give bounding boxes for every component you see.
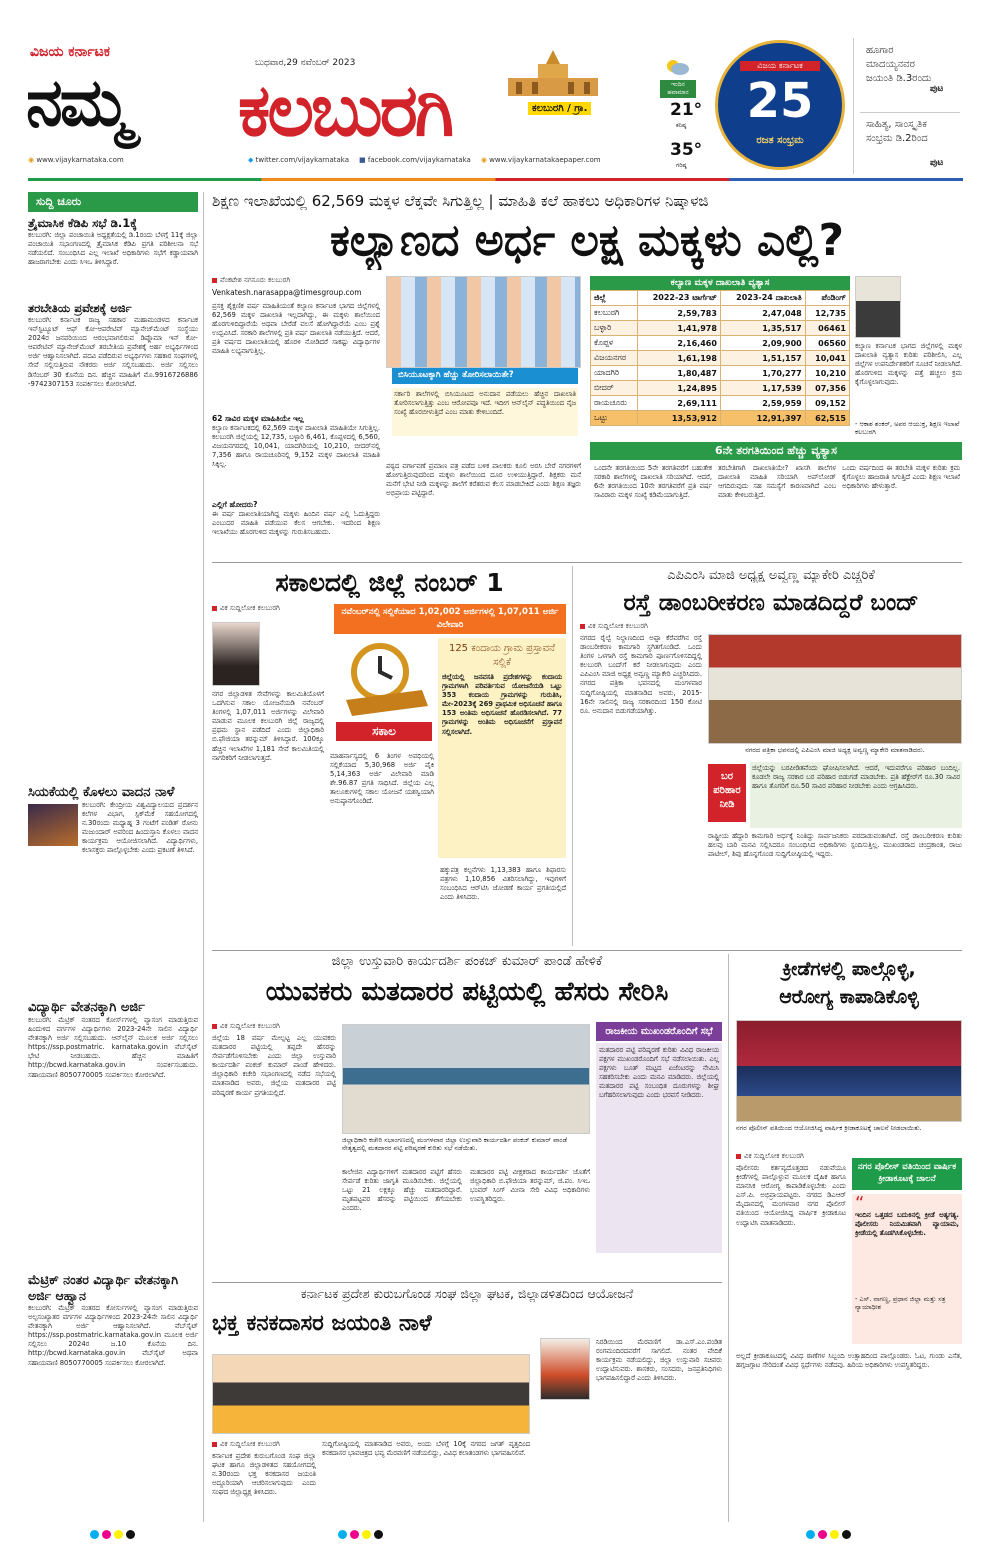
sidebar-story-3-title: ಸಿಯಕೆಯಲ್ಲಿ ಕೊಳಲು ವಾದನ ನಾಳೆ	[28, 785, 175, 800]
promo-2-text[interactable]: ಸಾಹಿತ್ಯ, ಸಾಂಸ್ಕೃತಿಕ ಸಂಭ್ರಮ ಡಿ.2ರಿಂದ	[866, 119, 928, 144]
table-cell: 2,16,460	[637, 336, 720, 351]
table-cell: 62,515	[805, 411, 849, 426]
sports-quote-box	[852, 1194, 962, 1344]
yellow-dot	[362, 1530, 371, 1539]
sakala-text-2: ಮಾಹರ್ನಾಸ್ಯದಲ್ಲಿ 6 ತಿಂಗಳ ಅವಧಿಯಲ್ಲಿ ಸಲ್ಲಿಕೆಯಾದ 5,30,968 ಅರ್ಜಿ ಪೈಕಿ 5,14,363 ಅರ್ಜಿ ವಿಲೇವಾರಿ ಮಾಡಿ ಶೇ.96.87 ಪ್ರಗತಿ ಸಾಧಿಸಿದೆ. ಜಿಲ್ಲೆಯ ಎಲ್ಲ ತಾಲೂಕುಗಳಲ್ಲಿ ಸಕಾಲ ಯೋಜನೆ ಯಶಸ್ವಿಯಾಗಿ ಅನುಷ್ಠಾನಗೊಂಡಿದೆ.	[330, 752, 434, 806]
voters-byline: ವಿಕ ಸುದ್ದಿಲೋಕ ಕಲಬುರಗಿ	[212, 1022, 280, 1031]
sakala-byline: ವಿಕ ಸುದ್ದಿಲೋಕ ಕಲಬುರಗಿ	[212, 604, 280, 613]
table-row	[591, 351, 850, 366]
enrollment-table-grid	[590, 290, 850, 426]
sports-photo-caption: ನಗರ ಪೊಲೀಸ್ ವತಿಯಿಂದ ಆಯೋಜಿಸಿದ್ದ ವಾರ್ಷಿಕ ಕ್ರೀಡಾಕೂಟಕ್ಕೆ ಚಾಲನೆ ನೀಡಲಾಯಿತು.	[736, 1124, 922, 1132]
black-dot	[842, 1530, 851, 1539]
road-text-2: ರಾಷ್ಟ್ರೀಯ ಹೆದ್ದಾರಿ ಕಾಮಗಾರಿ ಅರ್ಧಕ್ಕೆ ನಿಂತಿದ್ದು ಸಾರ್ವಜನಿಕರು ಪರದಾಡುವಂತಾಗಿದೆ. ರಸ್ತೆ ಡಾಂಬರೀಕರಣ ಕುರಿತು ಹಲವು ಬಾರಿ ಮನವಿ ಸಲ್ಲಿಸಿದರೂ ಸಂಬಂಧಿಸಿದ ಅಧಿಕಾರಿಗಳು ಸ್ಪಂದಿಸುತ್ತಿಲ್ಲ. ಮುಖಂಡರಾದ ಚಂದ್ರಕಾಂತ, ರಾಜು ಪಾಟೀಲ್, ಶಿವು ಹೊನ್ನಗೊಂಡ ಸುದ್ದಿಗೋಷ್ಠಿಯಲ್ಲಿ ಇದ್ದರು.	[708, 832, 962, 859]
official-quote-text: ಕಲ್ಯಾಣ ಕರ್ನಾಟಕ ಭಾಗದ ಜಿಲ್ಲೆಗಳಲ್ಲಿ ಮಕ್ಕಳ ದಾಖಲಾತಿ ವ್ಯತ್ಯಾಸ ಕುರಿತು ಪರಿಶೀಲಿಸಿ, ಎಲ್ಲ ಜಿಲ್ಲೆಗಳ ಉಪನಿರ್ದೇಶಕರಿಗೆ ಸೂಚನೆ ನೀಡಲಾಗಿದೆ. ಹೊರಗುಳಿದ ಮಕ್ಕಳನ್ನು ಪತ್ತೆ ಹಚ್ಚಲು ಕ್ರಮ ಕೈಗೊಳ್ಳಲಾಗುವುದು.	[855, 342, 962, 387]
table-cell: ಕಲಬುರಗಿ	[591, 306, 638, 321]
sidebar-story-4-title: ವಿದ್ಯಾರ್ಥಿ ವೇತನಕ್ಕಾಗಿ ಅರ್ಜಿ	[28, 1000, 145, 1015]
promo-1-page[interactable]: ಪುಟ	[930, 84, 944, 94]
promo-divider	[860, 112, 960, 113]
black-dot	[126, 1530, 135, 1539]
voters-text-3: ಮತದಾರರ ಪಟ್ಟಿ ವೀಕ್ಷಕರಾದ ಕಾರ್ಯದರ್ಶಿ ಜೊತೆಗೆ ಜಿಲ್ಲಾಧಿಕಾರಿ ಬಿ.ಫೌಜಿಯಾ ತರನ್ನುಮ್, ಜಿ.ಪಂ. ಸಿಇಒ ಭಂವರ್ ಸಿಂಗ್ ಮೀನಾ ಸೇರಿ ವಿವಿಧ ಅಧಿಕಾರಿಗಳು ಉಪಸ್ಥಿತರಿದ್ದರು.	[470, 1168, 590, 1204]
political-meeting-box	[596, 1022, 722, 1274]
political-meeting-text: ಮತದಾರರ ಪಟ್ಟಿ ಪರಿಷ್ಕರಣೆ ಕುರಿತು ವಿವಿಧ ರಾಜಕೀಯ ಪಕ್ಷಗಳ ಮುಖಂಡರೊಂದಿಗೆ ಸಭೆ ನಡೆಸಲಾಯಿತು. ಎಲ್ಲ ಪಕ್ಷಗಳು ಬೂತ್ ಮಟ್ಟದ ಏಜೆಂಟರನ್ನು ನೇಮಿಸಿ ಸಹಕರಿಸಬೇಕು ಎಂದು ಮನವಿ ಮಾಡಿದರು. ಜಿಲ್ಲೆಯಲ್ಲಿ ಮತದಾರರ ಪಟ್ಟಿ ಸಂಬಂಧಿತ ದೂರುಗಳನ್ನು ಶೀಘ್ರ ಬಗೆಹರಿಸಲಾಗುವುದು ಎಂದು ಭರವಸೆ ನೀಡಿದರು.	[596, 1043, 722, 1253]
voters-headline: ಯುವಕರು ಮತದಾರರ ಪಟ್ಟಿಯಲ್ಲಿ ಹೆಸರು ಸೇರಿಸಿ	[265, 977, 669, 1007]
table-cell: 12,735	[805, 306, 849, 321]
website-link[interactable]: ◉ www.vijaykarnataka.com	[28, 156, 124, 164]
brand-big-text: ನಮ್ಮ	[26, 64, 129, 141]
promo-2-page[interactable]: ಪುಟ	[930, 158, 944, 168]
sports-quote-text: ಇಂದಿನ ಒತ್ತಡದ ಬದುಕಿನಲ್ಲಿ ಕ್ರೀಡೆ ಅತ್ಯಗತ್ಯ. ಪೊಲೀಸರು ನಿಯಮಿತವಾಗಿ ವ್ಯಾಯಾಮ, ಕ್ರೀಡೆಯಲ್ಲಿ ತೊಡಗಿಸಿಕೊಳ್ಳಬೇಕು.	[855, 1211, 959, 1238]
table-cell: ಯಾದಗಿರಿ	[591, 366, 638, 381]
magenta-dot	[350, 1530, 359, 1539]
official-quote-name: - ಆಕಾಶ ಶಂಕರ್, ಅಪರ ಆಯುಕ್ತ, ಶಿಕ್ಷಣ ಇಲಾಖೆ ಕಲಬುರಗಿ	[855, 420, 960, 437]
table-row-total	[591, 411, 850, 426]
table-cell: ಕೊಪ್ಪಳ	[591, 336, 638, 351]
voters-kicker: ಜಿಲ್ಲಾ ಉಸ್ತುವಾರಿ ಕಾರ್ಯದರ್ಶಿ ಪಂಕಜ್ ಕುಮಾರ್ ಪಾಂಡೆ ಹೇಳಿಕೆ	[331, 954, 603, 969]
weather-icon	[664, 58, 690, 76]
village-proposal-text: ಜಿಲ್ಲೆಯಲ್ಲಿ ಜನವಸತಿ ಪ್ರದೇಶಗಳನ್ನು ಕಂದಾಯ ಗ್ರಾಮಗಳಾಗಿ ಪರಿವರ್ತಿಸುವ ಯೋಜನೆಯಡಿ ಒಟ್ಟು 353 ಕಂದಾಯ ಗ್ರಾಮಗಳನ್ನು ಗುರುತಿಸಿ, ಮೇ-2023ಕ್ಕೆ 269 ಪ್ರಾಥಮಿಕ ಅಧಿಸೂಚನೆ ಹಾಗೂ 153 ಅಂತಿಮ ಅಧಿಸೂಚನೆ ಹೊರಡಿಸಲಾಗಿದೆ. 77 ಗ್ರಾಮಗಳನ್ನು ಅಂತಿಮ ಅಧಿಸೂಚನೆಗೆ ಪ್ರಸ್ತಾವನೆ ಸಲ್ಲಿಸಲಾಗಿದೆ.	[442, 673, 562, 736]
enrollment-table-title: ಕಲ್ಯಾಣ ಮಕ್ಕಳ ದಾಖಲಾತಿ ವ್ಯತ್ಯಾಸ	[590, 276, 850, 290]
kanaka-byline: ವಿಕ ಸುದ್ದಿಲೋಕ ಕಲಬುರಗಿ	[212, 1440, 280, 1449]
promo-box	[853, 38, 963, 174]
table-cell: 2,09,900	[720, 336, 805, 351]
table-cell: 1,41,978	[637, 321, 720, 336]
road-kicker: ಎಪಿಎಂಸಿ ಮಾಜಿ ಅಧ್ಯಕ್ಷ ಅವ್ವಣ್ಣ ಮ್ಯಾಕೇರಿ ಎಚ್ಚರಿಕೆ	[667, 568, 875, 583]
lead-photo-caption-text: ಸರ್ಕಾರಿ ಶಾಲೆಗಳಲ್ಲಿ ಬಿಸಿಯೂಟದ ಅನುದಾನ ಪಡೆಯಲು ಹೆಚ್ಚಿನ ದಾಖಲಾತಿ ತೋರಿಸಲಾಗುತ್ತಿತ್ತು ಎಂಬ ಆರೋಪವೂ ಇದೆ. ಇದೀಗ ಆನ್‌ಲೈನ್ ಪದ್ಧತಿಯಿಂದ ನೈಜ ಸಂಖ್ಯೆ ಹೊರಬೀಳುತ್ತಿದೆ ಎಂಬ ಮಾತು ಕೇಳಿಬಂದಿದೆ.	[392, 388, 578, 436]
anniversary-badge	[715, 40, 845, 170]
sports-headline-1: ಕ್ರೀಡೆಗಳಲ್ಲಿ ಪಾಲ್ಗೊಳ್ಳಿ,	[782, 958, 916, 980]
sports-headline-2: ಆರೋಗ್ಯ ಕಾಪಾಡಿಕೊಳ್ಳಿ	[779, 986, 919, 1008]
sakala-text-1: ನಗರ ಜಿಲ್ಲಾಡಳಿತ ಸೇವೆಗಳನ್ನು ಕಾಲಮಿತಿಯೊಳಗೆ ಒದಗಿಸುವ ಸಕಾಲ ಯೋಜನೆಯಡಿ ನವೆಂಬರ್ ತಿಂಗಳಲ್ಲಿ 1,07,011 ಅರ್ಜಿಗಳನ್ನು ವಿಲೇವಾರಿ ಮಾಡುವ ಮೂಲಕ ಕಲಬುರಗಿ ಜಿಲ್ಲೆ ರಾಜ್ಯದಲ್ಲಿ ಪ್ರಥಮ ಸ್ಥಾನ ಪಡೆದಿದೆ ಎಂದು ಜಿಲ್ಲಾಧಿಕಾರಿ ಬಿ.ಫೌಜಿಯಾ ತರನ್ನುಮ್ ತಿಳಿಸಿದ್ದಾರೆ. 100ಕ್ಕೂ ಹೆಚ್ಚಿನ ಇಲಾಖೆಗಳ 1,181 ಸೇವೆ ಕಾಲಮಿತಿಯಲ್ಲಿ ನಾಗರಿಕರಿಗೆ ನೀಡಲಾಗುತ್ತದೆ.	[212, 690, 324, 762]
road-photo-caption: ನಗರದ ಪತ್ರಿಕಾ ಭವನದಲ್ಲಿ ಎಪಿಎಂಸಿ ಮಾಜಿ ಅಧ್ಯಕ್ಷ ಅವ್ವಣ್ಣ ಮ್ಯಾಕೇರಿ ಮಾತನಾಡಿದರು.	[745, 746, 925, 754]
sixth-grade-col-2: ತರಬೇತಿಗಾಗಿ ದಾಖಲಾತಿಯೇ? ಖಾಸಗಿ ಶಾಲೆಗಳ ದಾಖಲಾತಿ ಮಾಹಿತಿ ಸರಿಯಾಗಿ ಅಪ್‌ಲೋಡ್ ಆಗದಿರುವುದು ಸಹ ಸಮಸ್ಯೆಗೆ ಕಾರಣವಾಗಿದೆ ಎಂಬ ಮಾತು ಕೇಳಿಬರುತ್ತಿದೆ.	[718, 464, 836, 500]
table-row	[591, 306, 850, 321]
drought-relief-label: ಬರ ಪರಿಹಾರ ನೀಡಿ	[708, 764, 746, 822]
twitter-icon: ◆	[248, 156, 254, 164]
anniversary-number: 25	[746, 73, 814, 129]
table-cell: 1,51,157	[720, 351, 805, 366]
cyan-dot	[90, 1530, 99, 1539]
table-cell: 2,69,111	[637, 396, 720, 411]
social-bar	[28, 156, 668, 168]
road-press-meet-photo	[708, 634, 962, 744]
cyan-dot	[338, 1530, 347, 1539]
magenta-dot	[818, 1530, 827, 1539]
lead-text-1: ಪ್ರಸಕ್ತ ಶೈಕ್ಷಣಿಕ ವರ್ಷ ಮಾಹಿತಿಯಂತೆ ಕಲ್ಯಾಣ ಕರ್ನಾಟಕ ಭಾಗದ ಜಿಲ್ಲೆಗಳಲ್ಲಿ 62,569 ಮಕ್ಕಳ ದಾಖಲಾತಿ ಇಲ್ಲದಾಗಿದ್ದು, ಈ ಮಕ್ಕಳು ಶಾಲೆಯಿಂದ ಹೊರಗುಳಿದಿದ್ದಾರೆಯೆ ಅಥವಾ ಬೇರೆಡೆ ವಲಸೆ ಹೋಗಿದ್ದಾರೆಯೆ ಎಂಬ ಪ್ರಶ್ನೆ ಉದ್ಭವಿಸಿದೆ. ಸರಕಾರಿ ಶಾಲೆಗಳಲ್ಲಿ ಪ್ರತಿ ವರ್ಷ ದಾಖಲಾತಿ ನಡೆಯುತ್ತಿದೆ. ಆದರೆ, ಪ್ರತಿ ವರ್ಷದ ದಾಖಲಾತಿಯಲ್ಲಿ ಹೊರಳಿ ನೋಡಿದರೆ ಸಾಕಷ್ಟು ವಿದ್ಯಾರ್ಥಿಗಳ ಮಾಹಿತಿ ಲಭ್ಯವಾಗುತ್ತಿಲ್ಲ.	[212, 302, 380, 356]
sports-box-title: ನಗರ ಪೊಲೀಸ್ ವತಿಯಿಂದ ವಾರ್ಷಿಕ ಕ್ರೀಡಾಕೂಟಕ್ಕೆ ಚಾಲನೆ	[852, 1158, 962, 1190]
globe-icon: ◉	[480, 156, 487, 164]
kanaka-text-1: ಕರ್ನಾಟಕ ಪ್ರದೇಶ ಕುರುಬಗೊಂಡ ಸಂಘ ಜಿಲ್ಲಾ ಘಟಕ ಹಾಗೂ ಜಿಲ್ಲಾಡಳಿತದ ಸಹಯೋಗದಲ್ಲಿ ನ.30ರಂದು ಭಕ್ತ ಕನಕದಾಸರ ಜಯಂತಿ ಅದ್ದೂರಿಯಾಗಿ ಆಚರಿಸಲಾಗುವುದು ಎಂದು ಸಂಘದ ಜಿಲ್ಲಾಧ್ಯಕ್ಷ ತಿಳಿಸಿದರು.	[212, 1452, 316, 1497]
table-header-cell: 2023-24 ದಾಖಲಾತಿ	[720, 291, 805, 306]
table-row	[591, 381, 850, 396]
table-cell: 1,24,895	[637, 381, 720, 396]
table-row	[591, 336, 850, 351]
drought-relief-text: ಜಿಲ್ಲೆಯನ್ನು ಬರಪೀಡಿತವೆಂದು ಘೋಷಿಸಲಾಗಿದೆ. ಆದರೆ, ಇದುವರೆಗೂ ಪರಿಹಾರ ಬಂದಿಲ್ಲ. ಕೂಡಲೇ ರಾಜ್ಯ ಸರಕಾರ ಬರ ಪರಿಹಾರ ಬಿಡುಗಡೆ ಮಾಡಬೇಕು. ಪ್ರತಿ ಹೆಕ್ಟೇರ್‌ಗೆ ರೂ.30 ಸಾವಿರ ಹಾಗೂ ತೊಗರಿಗೆ ರೂ.50 ಸಾವಿರ ಪರಿಹಾರ ನೀಡಬೇಕು ಎಂದು ಆಗ್ರಹಿಸಿದರು.	[750, 762, 962, 828]
sakala-clock-icon	[336, 640, 432, 718]
temp-max-label: ಗರಿಷ್ಠ	[676, 162, 687, 169]
sixth-grade-col-1: ಒಂದನೇ ತರಗತಿಯಿಂದ 5ನೇ ತರಗತಿವರೆಗೆ ಬಹುತೇಕ ಸರಕಾರಿ ಶಾಲೆಗಳಲ್ಲಿ ದಾಖಲಾತಿ ಸರಿಯಾಗಿದೆ. ಆದರೆ, 6ನೇ ತರಗತಿಯಿಂದ 10ನೇ ತರಗತಿವರೆಗೆ ಪ್ರತಿ ವರ್ಷ ಸಾವಿರಾರು ಮಕ್ಕಳ ಸಂಖ್ಯೆ ಕಡಿಮೆಯಾಗುತ್ತಿದೆ.	[594, 464, 712, 500]
sakala-logo	[336, 640, 432, 744]
political-meeting-title: ರಾಜಕೀಯ ಮುಖಂಡರೊಂದಿಗೆ ಸಭೆ	[596, 1022, 722, 1041]
anniversary-text: ರಜತ ಸಂಭ್ರಮ	[756, 135, 804, 146]
sixth-grade-band: 6ನೇ ತರಗತಿಯಿಂದ ಹೆಚ್ಚು ವ್ಯತ್ಯಾಸ	[590, 442, 962, 460]
sports-text-1: ಪೊಲೀಸರು ಕರ್ತವ್ಯದೊತ್ತಡದ ನಡುವೆಯೂ ಕ್ರೀಡೆಗಳಲ್ಲಿ ಪಾಲ್ಗೊಳ್ಳುವ ಮೂಲಕ ದೈಹಿಕ ಹಾಗೂ ಮಾನಸಿಕ ಆರೋಗ್ಯ ಕಾಪಾಡಿಕೊಳ್ಳಬೇಕು ಎಂದು ಎಸ್.ಪಿ. ಅಭಿಪ್ರಾಯಪಟ್ಟರು. ನಗರದ ಡಿಎಆರ್ ಮೈದಾನದಲ್ಲಿ ಮಂಗಳವಾರ ನಗರ ಪೊಲೀಸ್ ವತಿಯಿಂದ ಆಯೋಜಿಸಿದ್ದ ವಾರ್ಷಿಕ ಕ್ರೀಡಾಕೂಟ ಉದ್ಘಾಟಿಸಿ ಮಾತನಾಡಿದರು.	[736, 1164, 846, 1227]
road-byline: ವಿಕ ಸುದ್ದಿಲೋಕ ಕಲಬುರಗಿ	[580, 622, 648, 631]
black-dot	[374, 1530, 383, 1539]
temp-max: 35°	[670, 140, 703, 160]
sidebar-story-3-text: ಕಲಬುರಗಿ: ಕೇಂದ್ರೀಯ ವಿಶ್ವವಿದ್ಯಾಲಯದ ಪ್ರದರ್ಶನ ಕಲೆಗಳ ವಿಭಾಗ, ಸ್ಪಿಕ್‌ಮೆಕೆ ಸಹಯೋಗದಲ್ಲಿ ನ.30ರಂದು ಮಧ್ಯಾಹ್ನ 3 ಗಂಟೆಗೆ ಪಂಡಿತ್ ರೋನು ಮಜುಂದಾರ್ ಅವರಿಂದ ಹಿಂದುಸ್ತಾನಿ ಕೊಳಲು ವಾದನ ಕಾರ್ಯಕ್ರಮ ಆಯೋಜಿಸಲಾಗಿದೆ. ವಿದ್ಯಾರ್ಥಿಗಳು, ಕಲಾಸಕ್ತರು ಪಾಲ್ಗೊಳ್ಳಬೇಕು ಎಂದು ಪ್ರಕಟಣೆ ತಿಳಿಸಿದೆ.	[82, 801, 198, 855]
anniversary-brand: ವಿಜಯ ಕರ್ನಾಟಕ	[740, 61, 820, 71]
kanaka-kicker: ಕರ್ನಾಟಕ ಪ್ರದೇಶ ಕುರುಬಗೊಂಡ ಸಂಘ ಜಿಲ್ಲಾ ಘಟಕ, ಜಿಲ್ಲಾಡಳಿತದಿಂದ ಆಯೋಜನೆ	[300, 1286, 634, 1301]
table-row	[591, 366, 850, 381]
table-cell: 09,152	[805, 396, 849, 411]
official-portrait	[855, 276, 901, 338]
table-cell: 1,35,517	[720, 321, 805, 336]
sidebar-story-2-text: ಕಲಬುರಗಿ: ಕರ್ನಾಟಕ ರಾಜ್ಯ ಸಹಕಾರ ಮಹಾಮಂಡಳದ ಕರ್ನಾಟಕ ಇನ್‌ಸ್ಟಿಟ್ಯೂಟ್ ಆಫ್ ಕೋ-ಆಪರೇಟಿವ್ ಮ್ಯಾನೇಜ್‌ಮೆಂಟ್ ಸಂಸ್ಥೆಯು 2024ರ ಜನವರಿಯಿಂದ ಆರಂಭವಾಗಲಿರುವ ಡಿಪ್ಲೊಮಾ ಇನ್ ಕೋ-ಆಪರೇಟಿವ್ ಮ್ಯಾನೇಜ್‌ಮೆಂಟ್ ತರಬೇತಿಯ ಪ್ರವೇಶಕ್ಕೆ ಅರ್ಹ ಅಭ್ಯರ್ಥಿಗಳಿಂದ ಅರ್ಜಿ ಆಹ್ವಾನಿಸಲಾಗಿದೆ. ಪದವಿ ಪಡೆದಿರುವ ಅಭ್ಯರ್ಥಿಗಳು ಸಹಕಾರ ಸಂಘಗಳಲ್ಲಿ ಸೇವೆ ಸಲ್ಲಿಸುತ್ತಿರುವ ನೌಕರರು ಅರ್ಜಿ ಸಲ್ಲಿಸಬಹುದು. ಅರ್ಜಿ ಸಲ್ಲಿಸಲು ಡಿಸೆಂಬರ್ 30 ಕೊನೆಯ ದಿನ. ಹೆಚ್ಚಿನ ಮಾಹಿತಿಗೆ ಮೊ.9916726886 -9742307153 ಸಂಪರ್ಕಿಸಲು ಕೋರಲಾಗಿದೆ.	[28, 316, 198, 388]
lead-photo-children	[386, 276, 581, 368]
dc-portrait	[212, 622, 260, 686]
byline-marker-icon	[212, 1442, 217, 1447]
table-header-cell: 2022-23 ಟಾರ್ಗೆಟ್	[637, 291, 720, 306]
promo-1-text[interactable]: ಹೂಗಾರ ಮಾದಯ್ಯನವರ ಜಯಂತಿ ಡಿ.3ರಂದು	[866, 45, 932, 84]
kanaka-headline: ಭಕ್ತ ಕನಕದಾಸರ ಜಯಂತಿ ನಾಳೆ	[212, 1311, 432, 1336]
temp-min: 21°	[670, 100, 703, 120]
yellow-dot	[830, 1530, 839, 1539]
sidebar-story-2-title: ತರಬೇತಿಯ ಪ್ರವೇಶಕ್ಕೆ ಅರ್ಜಿ	[28, 301, 132, 315]
table-row	[591, 396, 850, 411]
kanaka-text-3: ನಿರಡಿಯಿಂದ ಮೆರವಣಿಗೆ ಡಾ.ಎಸ್.ಎಂ.ಪಂಡಿತ ರಂಗಮಂದಿರದವರೆಗೆ ಸಾಗಲಿದೆ. ನಂತರ ವೇದಿಕೆ ಕಾರ್ಯಕ್ರಮ ನಡೆಯಲಿದ್ದು, ಜಿಲ್ಲಾ ಉಸ್ತುವಾರಿ ಸಚಿವರು ಉದ್ಘಾಟಿಸುವರು. ಶಾಸಕರು, ಸಂಸದರು, ಜನಪ್ರತಿನಿಧಿಗಳು ಭಾಗವಹಿಸಲಿದ್ದಾರೆ ಎಂದು ತಿಳಿಸಿದರು.	[596, 1338, 722, 1383]
sakala-logo-text: ಸಕಾಲ	[336, 722, 432, 741]
yellow-dot	[114, 1530, 123, 1539]
section-rule	[212, 562, 962, 563]
byline-marker-icon	[736, 1154, 741, 1159]
section-rule	[212, 1282, 722, 1283]
enrollment-table	[590, 276, 850, 426]
table-cell: 1,70,277	[720, 366, 805, 381]
registration-dots-left	[90, 1530, 135, 1539]
registration-dots-center	[338, 1530, 383, 1539]
road-headline: ರಸ್ತೆ ಡಾಂಬರೀಕರಣ ಮಾಡದಿದ್ದರೆ ಬಂದ್	[623, 590, 919, 616]
table-cell: 1,17,539	[720, 381, 805, 396]
sidebar-divider	[203, 192, 204, 1522]
globe-icon: ◉	[28, 156, 35, 164]
table-cell: ಬೀದರ್	[591, 381, 638, 396]
sports-event-photo	[736, 1020, 962, 1122]
voters-photo-caption: ಜಿಲ್ಲಾಧಿಕಾರಿ ಕಚೇರಿ ಸಭಾಂಗಣದಲ್ಲಿ ಮಂಗಳವಾರ ಜಿಲ್ಲಾ ಉಸ್ತುವಾರಿ ಕಾರ್ಯದರ್ಶಿ ಪಂಕಜ್ ಕುಮಾರ್ ಪಾಂಡೆ ನೇತೃತ್ವದಲ್ಲಿ ಮತದಾರರ ಪಟ್ಟಿ ಪರಿಷ್ಕರಣೆ ಕುರಿತು ಸಭೆ ನಡೆಯಿತು.	[342, 1136, 568, 1153]
table-cell: 13,53,912	[637, 411, 720, 426]
sidebar-story-5-text: ಕಲಬುರಗಿ: ಮೆಟ್ರಿಕ್ ನಂತರದ ಕೋರ್ಸುಗಳಲ್ಲಿ ವ್ಯಾಸಂಗ ಮಾಡುತ್ತಿರುವ ಅಲ್ಪಸಂಖ್ಯಾತರ ವರ್ಗಗಳ ವಿದ್ಯಾರ್ಥಿಗಳಿಂದ 2023-24ನೇ ಸಾಲಿನ ವಿದ್ಯಾರ್ಥಿ ವೇತನಕ್ಕಾಗಿ ಅರ್ಜಿ ಆಹ್ವಾನಿಸಲಾಗಿದೆ. ವೆಬ್‌ಸೈಟ್ https://ssp.postmatric.karnataka.gov.in ಮೂಲಕ ಅರ್ಜಿ ಸಲ್ಲಿಸಲು 2024ರ ಜ.10 ಕೊನೆಯ ದಿನ. http://bcwd.karnataka.gov.in ವೆಬ್‌ಸೈಟ್ ಅಥವಾ ಸಹಾಯವಾಣಿ 8050770005 ಸಂಪರ್ಕಿಸಲು ಕೋರಲಾಗಿದೆ.	[28, 1304, 198, 1367]
table-cell: 2,47,048	[720, 306, 805, 321]
section-rule	[212, 950, 962, 951]
quote-mark-icon: “	[855, 1193, 865, 1214]
table-cell: ಒಟ್ಟು	[591, 411, 638, 426]
byline-marker-icon	[212, 278, 217, 283]
voters-text-1: ಜಿಲ್ಲೆಯ 18 ವರ್ಷ ಮೇಲ್ಪಟ್ಟ ಎಲ್ಲ ಯುವಕರು ಮತದಾರರ ಪಟ್ಟಿಯಲ್ಲಿ ತಪ್ಪದೇ ಹೆಸರನ್ನು ಸೇರ್ಪಡೆಗೊಳಿಸಬೇಕು ಎಂದು ಜಿಲ್ಲಾ ಉಸ್ತುವಾರಿ ಕಾರ್ಯದರ್ಶಿ ಪಂಕಜ್ ಕುಮಾರ್ ಪಾಂಡೆ ಹೇಳಿದರು. ಜಿಲ್ಲಾಧಿಕಾರಿ ಕಚೇರಿ ಸಭಾಂಗಣದಲ್ಲಿ ನಡೆದ ಸಭೆಯಲ್ಲಿ ಮಾತನಾಡಿದ ಅವರು, ಜಿಲ್ಲೆಯ ಮತದಾರರ ಪಟ್ಟಿ ಪರಿಷ್ಕರಣೆ ಕಾರ್ಯ ಪ್ರಗತಿಯಲ್ಲಿದೆ.	[212, 1034, 336, 1097]
magenta-dot	[102, 1530, 111, 1539]
sports-text-2: ಅಲ್ಲದೆ ಕ್ರೀಡಾಕೂಟದಲ್ಲಿ ವಿವಿಧ ಠಾಣೆಗಳ ಸಿಬ್ಬಂದಿ ಉತ್ಸಾಹದಿಂದ ಪಾಲ್ಗೊಂಡರು. ಓಟ, ಗುಂಡು ಎಸೆತ, ಹಗ್ಗಜಗ್ಗಾಟ ಸೇರಿದಂತೆ ವಿವಿಧ ಸ್ಪರ್ಧೆಗಳು ನಡೆದವು. ಹಿರಿಯ ಅಧಿಕಾರಿಗಳು ಉಪಸ್ಥಿತರಿದ್ದರು.	[736, 1352, 962, 1370]
epaper-link[interactable]: ◉ www.vijaykarnatakaepaper.com	[480, 156, 601, 164]
voters-text-2: ಕಾಲೇಜಿನ ವಿದ್ಯಾರ್ಥಿಗಳಿಗೆ ಮತದಾರರ ಪಟ್ಟಿಗೆ ಹೆಸರು ಸೇರ್ಪಡೆ ಕುರಿತು ಜಾಗೃತಿ ಮೂಡಿಸಬೇಕು. ಜಿಲ್ಲೆಯಲ್ಲಿ ಒಟ್ಟು 21 ಲಕ್ಷಕ್ಕೂ ಹೆಚ್ಚು ಮತದಾರರಿದ್ದಾರೆ. ಮೃತಪಟ್ಟವರ ಹೆಸರನ್ನು ಪಟ್ಟಿಯಿಂದ ತೆಗೆಯಬೇಕು ಎಂದರು.	[342, 1168, 462, 1213]
table-cell: ಬಳ್ಳಾರಿ	[591, 321, 638, 336]
lead-text-2: ಕಲ್ಯಾಣ ಕರ್ನಾಟಕದಲ್ಲಿ 62,569 ಮಕ್ಕಳ ದಾಖಲಾತಿ ಮಾಹಿತಿಯೇ ಸಿಗುತ್ತಿಲ್ಲ. ಕಲಬುರಗಿ ಜಿಲ್ಲೆಯಲ್ಲಿ 12,735, ಬಳ್ಳಾರಿ 6,461, ಕೊಪ್ಪಳದಲ್ಲಿ 6,560, ವಿಜಯನಗರದಲ್ಲಿ 10,041, ಯಾದಗಿರಿಯಲ್ಲಿ 10,210, ಬೀದರ್‌ನಲ್ಲಿ 7,356 ಹಾಗೂ ರಾಯಚೂರಿನಲ್ಲಿ 9,152 ಮಕ್ಕಳ ದಾಖಲಾತಿ ಮಾಹಿತಿ ಸಿಕ್ಕಿಲ್ಲ.	[212, 424, 380, 469]
lead-subhead-1: 62 ಸಾವಿರ ಮಕ್ಕಳ ಮಾಹಿತಿಯೇ ಇಲ್ಲ	[212, 414, 304, 423]
table-cell: ರಾಯಚೂರು	[591, 396, 638, 411]
lead-text-4: ಪಠ್ಯದ ವರ್ಗಾವಣೆ ಪ್ರಮಾಣ ಪತ್ರ ಪಡೆದ ಬಳಿಕ ಪಾಲಕರು ಕೂಲಿ ಅರಸಿ ಬೇರೆ ನಗರಗಳಿಗೆ ಹೋಗುತ್ತಿರುವುದರಿಂದ ಮಕ್ಕಳು ಶಾಲೆಯಿಂದ ದೂರ ಉಳಿಯುತ್ತಿದ್ದಾರೆ. ಶಿಕ್ಷಕರು ಮನೆ ಮನೆಗೆ ಭೇಟಿ ನೀಡಿ ಮಕ್ಕಳನ್ನು ಶಾಲೆಗೆ ಕರೆತರುವ ಕೆಲಸ ಮಾಡಬೇಕಿದೆ ಎಂದು ಶಿಕ್ಷಣ ತಜ್ಞರು ಅಭಿಪ್ರಾಯ ಪಟ್ಟಿದ್ದಾರೆ.	[386, 462, 581, 498]
date-line: ಬುಧವಾರ,29 ನವೆಂಬರ್ 2023	[255, 58, 356, 68]
facebook-icon: ■	[359, 156, 366, 164]
lead-byline: ವೆಂಕಟೇಶ ನಗಸೂರು ಕಲಬುರಗಿ Venkatesh.narasappa@timesgroup.com	[212, 276, 382, 297]
facebook-link[interactable]: ■ facebook.com/vijaykarnataka	[359, 156, 471, 164]
sidebar-story-1-text: ಕಲಬುರಗಿ: ಜಿಲ್ಲಾ ಪಂಚಾಯಿತಿ ಅಧ್ಯಕ್ಷತೆಯಲ್ಲಿ ಡಿ.1ರಂದು ಬೆಳಗ್ಗೆ 11ಕ್ಕೆ ಜಿಲ್ಲಾ ಪಂಚಾಯಿತಿ ಸಭಾಂಗಣದಲ್ಲಿ ತ್ರೈಮಾಸಿಕ ಕೆಡಿಪಿ ಪ್ರಗತಿ ಪರಿಶೀಲನಾ ಸಭೆ ನಡೆಯಲಿದೆ. ಸಂಬಂಧಿಸಿದ ಎಲ್ಲ ಇಲಾಖೆ ಅಧಿಕಾರಿಗಳು ಸಭೆಗೆ ಕಡ್ಡಾಯವಾಗಿ ಹಾಜರಾಗಬೇಕು ಎಂದು ಸಿಇಒ ತಿಳಿಸಿದ್ದಾರೆ.	[28, 231, 198, 267]
city-big-text: ಕಲಬುರಗಿ	[238, 68, 452, 152]
sixth-grade-col-3: ಒಂದು ವರ್ಷದಿಂದ ಈ ತರಬೇತಿ ಮಕ್ಕಳ ಕುರಿತು ಕ್ರಮ ಕೈಗೊಳ್ಳಲು ಹಾಜರಾತಿ ಸಿಗುತ್ತಿದೆ ಎಂದು ಶಿಕ್ಷಣ ಇಲಾಖೆ ಅಧಿಕಾರಿಗಳು ಹೇಳುತ್ತಾರೆ.	[842, 464, 960, 491]
registration-dots-right	[806, 1530, 851, 1539]
village-proposal-box	[438, 638, 566, 858]
lead-photo-caption-band: ಬಿಸಿಯೂಟಕ್ಕಾಗಿ ಹೆಚ್ಚು ತೋರಿಸಲಾಯಿತೇ?	[392, 368, 578, 384]
table-cell: 06461	[805, 321, 849, 336]
masthead	[0, 0, 990, 180]
column-divider	[572, 566, 573, 946]
twitter-link[interactable]: ◆ twitter.com/vijaykarnataka	[248, 156, 350, 164]
sakala-text-3: ಹಕ್ಕುಪತ್ರ ಕಲ್ಪನೆಗಳು 1,13,383 ಹಾಗೂ ಶಿಫಾರಸು ಪತ್ರಗಳು 1,10,856 ವಿತರಿಸಲಾಗಿದ್ದು, ಇವುಗಳಿಗೆ ಸಂಬಂಧಿಸಿದ ಆರ್‌ಟಿಸಿ ಜೋಡಣೆ ಕಾರ್ಯ ಪ್ರಗತಿಯಲ್ಲಿದೆ ಎಂದು ತಿಳಿಸಿದರು.	[440, 866, 566, 902]
sidebar	[28, 192, 198, 1522]
table-cell: ವಿಜಯನಗರ	[591, 351, 638, 366]
cyan-dot	[806, 1530, 815, 1539]
city-tag: ಕಲಬುರಗಿ / ಗ್ರಾ.	[528, 102, 591, 115]
kanaka-dasa-portrait	[540, 1338, 590, 1400]
road-text-1: ನಗರದ ರೈಲ್ವೆ ನಿಲ್ದಾಣದಿಂದ ಅಪ್ಪಾ ಕೆರೆವರೆಗಿನ ರಸ್ತೆ ಡಾಂಬರೀಕರಣ ಕಾಮಗಾರಿ ಸ್ಥಗಿತಗೊಂಡಿದೆ. ಒಂದು ತಿಂಗಳ ಒಳಗಾಗಿ ರಸ್ತೆ ಕಾಮಗಾರಿ ಪೂರ್ಣಗೊಳಿಸದಿದ್ದಲ್ಲಿ ಕಲಬುರಗಿ ಬಂದ್‌ಗೆ ಕರೆ ನೀಡಲಾಗುವುದು ಎಂದು ಎಪಿಎಂಸಿ ಮಾಜಿ ಅಧ್ಯಕ್ಷ ಅವ್ವಣ್ಣ ಮ್ಯಾಕೇರಿ ಎಚ್ಚರಿಸಿದರು. ನಗರದ ಪತ್ರಿಕಾ ಭವನದಲ್ಲಿ ಮಂಗಳವಾರ ಸುದ್ದಿಗೋಷ್ಠಿಯಲ್ಲಿ ಮಾತನಾಡಿದ ಅವರು, 2015-16ನೇ ಸಾಲಿನಲ್ಲಿ ರಾಜ್ಯ ಸರಕಾರದಿಂದ 150 ಕೋಟಿ ರೂ. ಅನುದಾನ ಬಿಡುಗಡೆಯಾಗಿತ್ತು.	[580, 634, 702, 715]
lead-kicker: ಶಿಕ್ಷಣ ಇಲಾಖೆಯಲ್ಲಿ 62,569 ಮಕ್ಕಳ ಲೆಕ್ಕವೇ ಸಿಗುತ್ತಿಲ್ಲ | ಮಾಹಿತಿ ಕಲೆ ಹಾಕಲು ಅಧಿಕಾರಿಗಳ ನಿಷ್ಕಾಳಜಿ	[212, 192, 709, 210]
kanaka-press-photo	[212, 1354, 530, 1434]
masthead-rule	[28, 178, 963, 181]
temple-illustration	[498, 48, 608, 104]
sidebar-story-4-text: ಕಲಬುರಗಿ: ಮೆಟ್ರಿಕ್ ನಂತರದ ಕೋರ್ಸ್‌ಗಳಲ್ಲಿ ವ್ಯಾಸಂಗ ಮಾಡುತ್ತಿರುವ ಹಿಂದುಳಿದ ವರ್ಗಗಳ ವಿದ್ಯಾರ್ಥಿಗಳು 2023-24ನೇ ಸಾಲಿನ ವಿದ್ಯಾರ್ಥಿ ವೇತನಕ್ಕಾಗಿ ಅರ್ಜಿ ಸಲ್ಲಿಸಬಹುದು. ಆನ್‌ಲೈನ್ ಮೂಲಕ ಅರ್ಜಿ ಸಲ್ಲಿಸಲು https://ssp.postmatric. karnataka.gov.in ವೆಬ್‌ಸೈಟ್ ಭೇಟಿ ನೀಡಬಹುದು. ಹೆಚ್ಚಿನ ಮಾಹಿತಿಗೆ http://bcwd.karnataka.gov.in ಸಂಪರ್ಕಿಸಬಹುದು. ಸಹಾಯವಾಣಿ 8050770005 ಸಂಪರ್ಕಿಸಲು ಕೋರಲಾಗಿದೆ.	[28, 1016, 198, 1079]
table-cell: 2,59,783	[637, 306, 720, 321]
sidebar-story-5-title: ಮೆಟ್ರಿಕ್ ನಂತರ ವಿದ್ಯಾರ್ಥಿ ವೇತನಕ್ಕಾಗಿ ಅರ್ಜಿ ಆಹ್ವಾನ	[28, 1272, 179, 1303]
voters-meeting-photo	[342, 1024, 590, 1134]
kanaka-text-2: ಸುದ್ದಿಗೋಷ್ಠಿಯಲ್ಲಿ ಮಾತನಾಡಿದ ಅವರು, ಅಂದು ಬೆಳಗ್ಗೆ 10ಕ್ಕೆ ನಗರದ ಜಗತ್ ವೃತ್ತದಿಂದ ಕನಕದಾಸರ ಭಾವಚಿತ್ರದ ಭವ್ಯ ಮೆರವಣಿಗೆ ನಡೆಯಲಿದ್ದು, ವಿವಿಧ ಕಲಾತಂಡಗಳು ಭಾಗವಹಿಸಲಿವೆ.	[322, 1440, 530, 1458]
byline-marker-icon	[212, 606, 217, 611]
sidebar-story-3-photo	[28, 804, 78, 846]
table-header-row	[591, 291, 850, 306]
table-cell: 1,80,487	[637, 366, 720, 381]
brand-top: ವಿಜಯ ಕರ್ನಾಟಕ	[30, 44, 111, 60]
column-divider	[728, 954, 729, 1522]
table-header-cell: ಜಿಲ್ಲೆ	[591, 291, 638, 306]
byline-marker-icon	[212, 1024, 217, 1029]
lead-email[interactable]: Venkatesh.narasappa@timesgroup.com	[212, 288, 362, 297]
table-cell: 10,041	[805, 351, 849, 366]
sports-byline: ವಿಕ ಸುದ್ದಿಲೋಕ ಕಲಬುರಗಿ	[736, 1152, 804, 1161]
sidebar-story-1-title: ತ್ರೈಮಾಸಿಕ ಕೆಡಿಪಿ ಸಭೆ ಡಿ.1ಕ್ಕೆ	[28, 216, 137, 230]
table-cell: 07,356	[805, 381, 849, 396]
weather-label: ಇಂದಿನ ಹವಾಮಾನ	[660, 80, 696, 98]
sports-quote-name: - ಎಸ್. ನಾಗಣ್ಣ, ಪ್ರಧಾನ ಜಿಲ್ಲಾ ಮತ್ತು ಸತ್ರ ನ್ಯಾಯಾಧೀಶ	[855, 1295, 946, 1312]
temp-min-label: ಕನಿಷ್ಠ	[676, 122, 687, 129]
table-cell: 12,91,397	[720, 411, 805, 426]
table-cell: 2,59,959	[720, 396, 805, 411]
table-cell: 06560	[805, 336, 849, 351]
table-cell: 10,210	[805, 366, 849, 381]
sakala-band: ನವೆಂಬರ್‌ನಲ್ಲಿ ಸಲ್ಲಿಕೆಯಾದ 1,02,002 ಅರ್ಜಿಗಳಲ್ಲಿ 1,07,011 ಅರ್ಜಿ ವಿಲೇವಾರಿ	[334, 604, 566, 634]
byline-marker-icon	[580, 624, 585, 629]
lead-headline: ಕಲ್ಯಾಣದ ಅರ್ಧ ಲಕ್ಷ ಮಕ್ಕಳು ಎಲ್ಲಿ?	[329, 215, 845, 266]
village-proposal-title: 125 ಕಂದಾಯ ಗ್ರಾಮ ಪ್ರಸ್ತಾವನೆ ಸಲ್ಲಿಕೆ	[448, 643, 556, 668]
lead-text-3: ಈ ವರ್ಷ ದಾಖಲಾತಿಯಾಗಿದ್ದ ಮಕ್ಕಳು ಹಿಂದಿನ ವರ್ಷ ಎಲ್ಲಿ ಓದುತ್ತಿದ್ದರು ಎಂಬುದರ ಮಾಹಿತಿ ಪಡೆಯುವ ಕೆಲಸ ಆಗಬೇಕು. ಇದರಿಂದ ಶಿಕ್ಷಣ ಇಲಾಖೆಯು ಹೊರಗುಳಿದ ಮಕ್ಕಳನ್ನು ಗುರುತಿಸಬಹುದು.	[212, 510, 380, 537]
table-cell: 1,61,198	[637, 351, 720, 366]
sidebar-header: ಸುದ್ದಿ ಚೂರು	[28, 192, 198, 212]
sakala-headline: ಸಕಾಲದಲ್ಲಿ ಜಿಲ್ಲೆ ನಂಬರ್ 1	[275, 568, 504, 597]
lead-subhead-2: ಎಲ್ಲಿಗೆ ಹೋದರು?	[212, 500, 258, 509]
table-header-cell: ಪೆಂಡಿಂಗ್	[805, 291, 849, 306]
table-row	[591, 321, 850, 336]
